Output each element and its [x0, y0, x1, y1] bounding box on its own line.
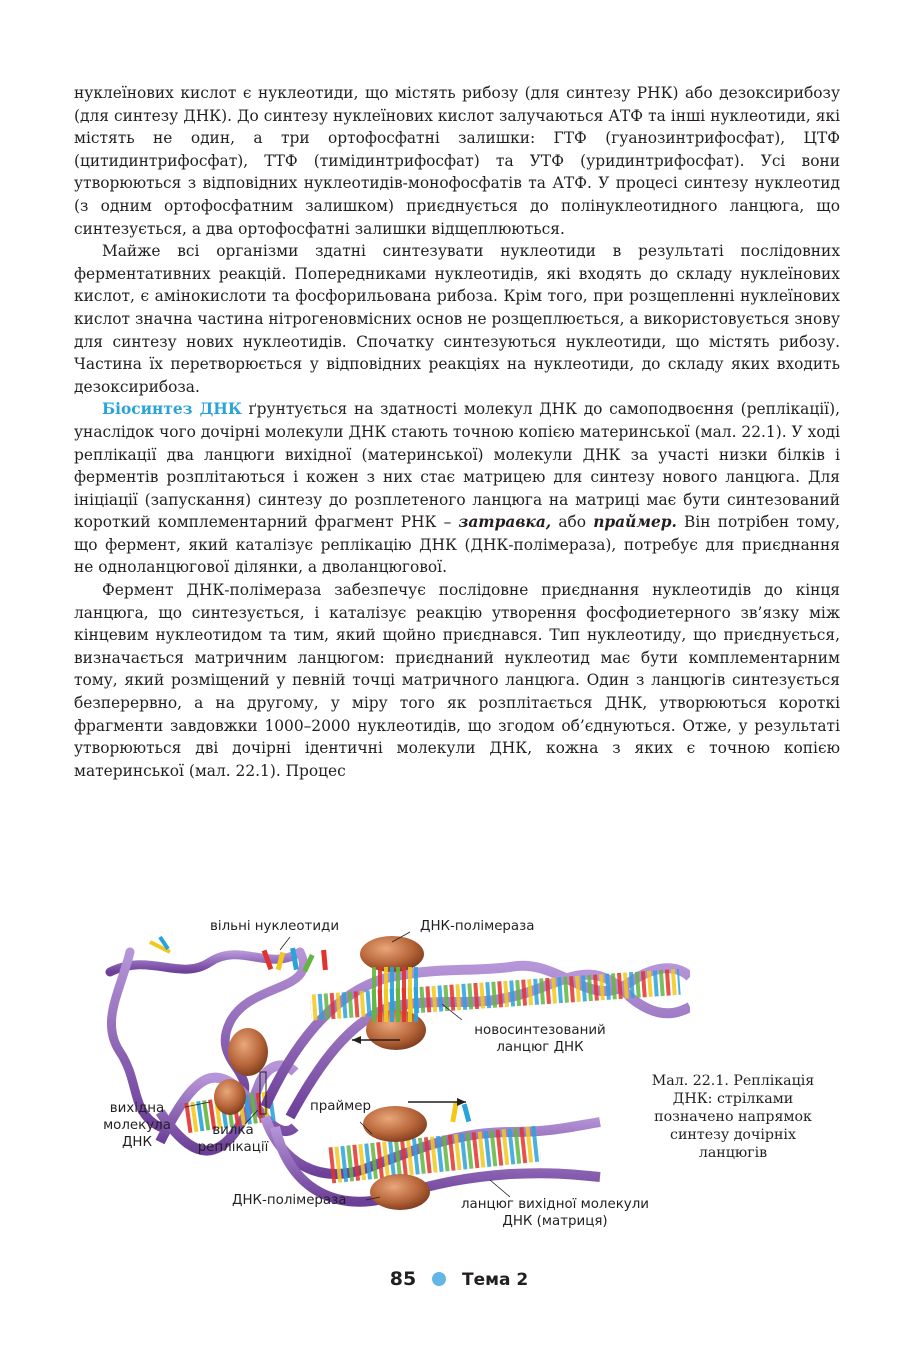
- label-polymerase-top: ДНК-полімераза: [420, 919, 535, 934]
- page-footer: [0, 1268, 918, 1290]
- term-zatravka: затравка,: [458, 513, 552, 532]
- paragraph-1: нуклеїнових кислот є нуклеотиди, що містять рибозу (для синтезу РНК) або дезоксирибозу (для синтезу ДНК). До синтезу нуклеїнових кислот залучаються АТФ та інші нуклеотиди, які містять не один, а три ортофосфатні залишки: ГТФ (гуанозинтрифосфат), ЦТФ (цитидинтрифосфат), ТТФ (тимідинтрифосфат) та УТФ (уридинтрифосфат). Усі вони утворюються з відповідних нуклеотидів-монофосфатів та АТФ. У процесі синтезу нуклеотид (з одним ортофосфатним залишком) приєднується до полінуклеотидного ланцюга, що синтезується, а два ортофосфатні залишки відщеплюються.: [74, 84, 840, 238]
- paragraph-4: Фермент ДНК-полімераза забезпечує послідовне приєднання нуклеотидів до кінця ланцюга, що синтезується, і каталізує реакцію утворення фосфодиетерного зв’язку між кінцевим нуклеотидом та тим, який щойно приєднався. Тип нуклеотиду, що приєднується, визначається матричним ланцюгом: приєднаний нуклеотид має бути комплементарним тому, який розміщений у певній точці матричного ланцюга. Один з ланцюгів синтезується безперервно, а на другому, у міру того як розплітається ДНК, утворюються короткі фрагменти завдовжки 1000–2000 нуклеотидів, що згодом об’єднуються. Отже, у результаті утворюються дві дочірні ідентичні молекули ДНК, кожна з яких є точною копією материнської (мал. 22.1). Процес: [74, 581, 840, 780]
- original-helix-coil: [110, 937, 304, 1127]
- paragraph-3-text-1: ґрунтується на здатності молекул ДНК до самоподвоєння (реплікації), унаслідок чого дочірні молекули ДНК стають точною копією материнської (мал. 22.1). У ході реплікації два ланцюги вихідної (материнської) молекули ДНК за участі низки білків і ферментів розплітаються і кожен з них стає матрицею для синтезу нового ланцюга. Для ініціації (запускання) синтезу до розплетеного ланцюга на матриці має бути синтезований короткий комплементарний фрагмент РНК –: [74, 400, 840, 532]
- caption-line-2: ДНК: стрілками: [672, 1091, 794, 1107]
- label-replication-fork: [188, 1122, 278, 1156]
- term-dna-biosynthesis: Біосинтез ДНК: [102, 400, 242, 419]
- label-new-strand-line1: новосинтезований: [474, 1023, 606, 1038]
- caption-line-3: позначено напрямок: [654, 1109, 812, 1125]
- label-template-line2: ДНК (матриця): [502, 1214, 608, 1229]
- label-original-line3: ДНК: [121, 1135, 153, 1150]
- label-polymerase-bottom: ДНК-полімераза: [232, 1193, 347, 1208]
- label-new-strand-line2: ланцюг ДНК: [496, 1040, 584, 1055]
- label-original-line2: молекула: [103, 1118, 171, 1133]
- page-number: 85: [389, 1268, 417, 1290]
- caption-line-5: ланцюгів: [698, 1145, 768, 1161]
- label-original-line1: вихідна: [109, 1101, 165, 1116]
- caption-line-1: Мал. 22.1. Реплікація: [651, 1073, 815, 1089]
- paragraph-2: Майже всі організми здатні синтезувати нуклеотиди в результаті послідовних ферментативних реакцій. Попередниками нуклеотидів, які входять до складу нуклеїнових кислот, є амінокислоти та фосфорильована рибоза. Крім того, при розщепленні нуклеїнових кислот значна частина нітрогеновмісних основ не розщеплюється, а використовується знову для синтезу нових нуклеотидів. Спочатку синтезуються нуклеотиди, що містять рибозу. Частина їх перетворюється у відповідних реакціях на нуклеотиди, до складу яких входить дезоксирибоза.: [74, 242, 840, 396]
- dna-replication-figure: [90, 912, 690, 1242]
- lower-daughter-helix: [265, 1117, 600, 1202]
- label-template-strand: [440, 1196, 670, 1230]
- body-text: [74, 82, 840, 782]
- section-label: Тема 2: [462, 1270, 529, 1290]
- label-free-nucleotides: вільні нуклеотиди: [210, 919, 340, 934]
- term-primer: праймер.: [593, 513, 677, 532]
- label-fork-line2: реплікації: [197, 1140, 269, 1155]
- label-new-strand: [460, 1022, 620, 1056]
- figure-caption: [620, 1072, 846, 1162]
- label-fork-line1: вилка: [212, 1123, 254, 1138]
- label-primer: праймер: [310, 1099, 372, 1114]
- caption-line-4: синтезу дочірніх: [670, 1127, 796, 1143]
- paragraph-3-text-3: Він потрібен тому, що фермент, який каталізує реплікацію ДНК (ДНК-полімераза), потребує для приєднання не одноланцюгової ділянки, а дволанцюгової.: [74, 513, 841, 577]
- label-template-line1: ланцюг вихідної молекули: [461, 1197, 649, 1212]
- paragraph-3: [74, 398, 840, 579]
- dna-replication-illustration: [90, 912, 690, 1242]
- paragraph-3-text-2: або: [551, 513, 594, 532]
- label-original-molecule: [94, 1100, 180, 1151]
- bullet-dot-icon: [432, 1272, 446, 1286]
